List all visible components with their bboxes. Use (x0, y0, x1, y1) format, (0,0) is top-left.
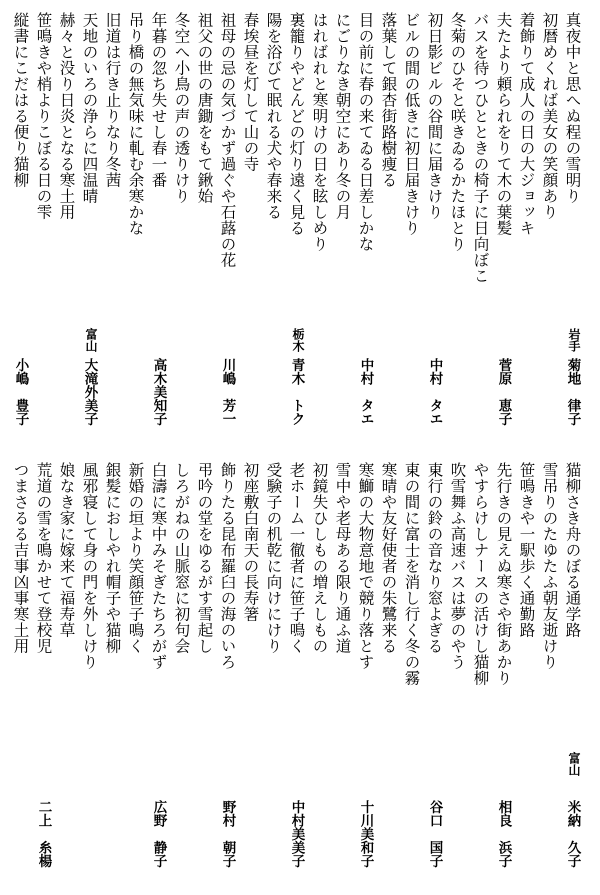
haiku-line: 初日影ビルの谷間に届きけり (425, 12, 444, 220)
haiku-line: 受験子の机乾に向けにけり (264, 462, 283, 654)
haiku-line: 笹鳴きや梢よりこぼる日の雫 (34, 12, 53, 220)
haiku-line: 笹鳴きや一駅歩く通勤路 (517, 462, 536, 638)
haiku-line: つまさるる吉事凶事寒土用 (11, 462, 30, 654)
haiku-line: 祖母の忌の気づかず過ぐや石蕗の花 (218, 12, 237, 268)
author-name: 中村 タエ (357, 358, 374, 426)
haiku-line: 雪吊りのたゆたふ朝友逝けり (540, 462, 559, 670)
haiku-line: 年暮の忽ち失せし春一番 (149, 12, 168, 188)
haiku-line: 陽を浴びて眠れる犬や春来る (264, 12, 283, 220)
author-prefecture: 富山 (567, 752, 581, 776)
haiku-line: 先行きの見えぬ寒さや街あかり (494, 462, 513, 686)
haiku-line: 旧道は行き止りなり冬茜 (103, 12, 122, 188)
haiku-line: 老ホーム一徹者に笹子鳴く (287, 462, 306, 654)
haiku-line: 真夜中と思へぬ程の雪明り (563, 12, 582, 204)
haiku-line: 春埃昼を灯して山の寺 (241, 12, 260, 172)
haiku-line: やすらけしナースの活けし猫柳 (471, 462, 490, 686)
author-name: 中村 タエ (426, 358, 443, 426)
haiku-line: 荒道の雪を鳴かせて登校児 (34, 462, 53, 654)
haiku-line: 東の間に富士を消し行く冬の霧 (402, 462, 421, 686)
haiku-line: 天地のいろの浄らに四温晴 (80, 12, 99, 204)
haiku-line: 初暦めくれば美女の笑顔あり (540, 12, 559, 220)
haiku-line: 冬菊のひそと咲きゐるかたほとり (448, 12, 467, 252)
haiku-line: ビルの間の低きに初日届きけり (402, 12, 421, 236)
haiku-line: 吹雪舞ふ高速バスは夢のやう (448, 462, 467, 670)
haiku-line: 飾りたる昆布羅臼の海のいろ (218, 462, 237, 670)
haiku-line: 東行の鈴の音なり窓よぎる (425, 462, 444, 654)
author-name: 川嶋 芳一 (219, 358, 236, 426)
author-prefecture: 富山 (84, 328, 98, 352)
haiku-line: 寒鰤の大物意地で競り落とす (356, 462, 375, 670)
author-name: 十川美和子 (357, 800, 374, 868)
haiku-line: 弔吟の堂をゆるがす雪起し (195, 462, 214, 654)
haiku-line: 初座敷白南天の長寿箸 (241, 462, 260, 622)
haiku-line: 落葉して銀杏街路樹痩る (379, 12, 398, 188)
haiku-line: 着飾りて成人の日の大ジョッキ (517, 12, 536, 236)
haiku-line: 初鏡失ひしもの増えしもの (310, 462, 329, 654)
author-name: 菊地 律子 (564, 358, 581, 426)
author-name: 広野 静子 (150, 800, 167, 868)
haiku-line: 目の前に春の来てゐる日差しかな (356, 12, 375, 252)
author-name: 中村美美子 (288, 800, 305, 868)
author-name: 野村 朝子 (219, 800, 236, 868)
haiku-line: 裏籠りやどんどの灯り遠く見る (287, 12, 306, 236)
author-name: 谷口 国子 (426, 800, 443, 868)
author-name: 大滝外美子 (81, 358, 98, 426)
haiku-line: 吊り橋の無気味に軋む余寒かな (126, 12, 145, 236)
haiku-line: 銀髪におしやれ帽子や猫柳 (103, 462, 122, 654)
author-name: 菅原 恵子 (495, 358, 512, 426)
haiku-line: 白濤に寒中みそぎたちろがず (149, 462, 168, 670)
haiku-line: 寒晴や友好使者の朱鷺来る (379, 462, 398, 654)
haiku-line: 冬空へ小鳥の声の透りけり (172, 12, 191, 204)
haiku-line: にごりなき朝空にあり冬の月 (333, 12, 352, 220)
haiku-line: 風邪寝して身の門を外しけり (80, 462, 99, 670)
haiku-line: 雪中や老母ある限り通ふ道 (333, 462, 352, 654)
author-name: 相良 浜子 (495, 800, 512, 868)
haiku-line: 赫々と没り日炎となる寒土用 (57, 12, 76, 220)
author-name: 青木 トク (288, 358, 305, 426)
haiku-line: 娘なき家に嫁来て福寿草 (57, 462, 76, 638)
haiku-line: 猫柳さき舟のぼる通学路 (563, 462, 582, 638)
author-prefecture: 栃木 (291, 328, 305, 352)
haiku-line: はればれと寒明けの日を眩しめり (310, 12, 329, 252)
author-name: 小嶋 豊子 (12, 358, 29, 426)
haiku-line: 新婚の垣より笑顔笹子鳴く (126, 462, 145, 654)
haiku-line: 縦書にこだはる便り猫柳 (11, 12, 30, 188)
haiku-line: バスを待つひとときの椅子に日向ぼこ (471, 12, 490, 284)
haiku-line: 夫たより頼られをりて木の葉髪 (494, 12, 513, 236)
author-name: 米納 久子 (564, 800, 581, 868)
author-prefecture: 岩手 (567, 328, 581, 352)
author-name: 高木美知子 (150, 358, 167, 426)
author-name: 二上 糸楊 (35, 800, 52, 868)
haiku-line: しろがねの山脈窓に初句会 (172, 462, 191, 654)
haiku-line: 祖父の世の唐鋤をもて鍬始 (195, 12, 214, 204)
